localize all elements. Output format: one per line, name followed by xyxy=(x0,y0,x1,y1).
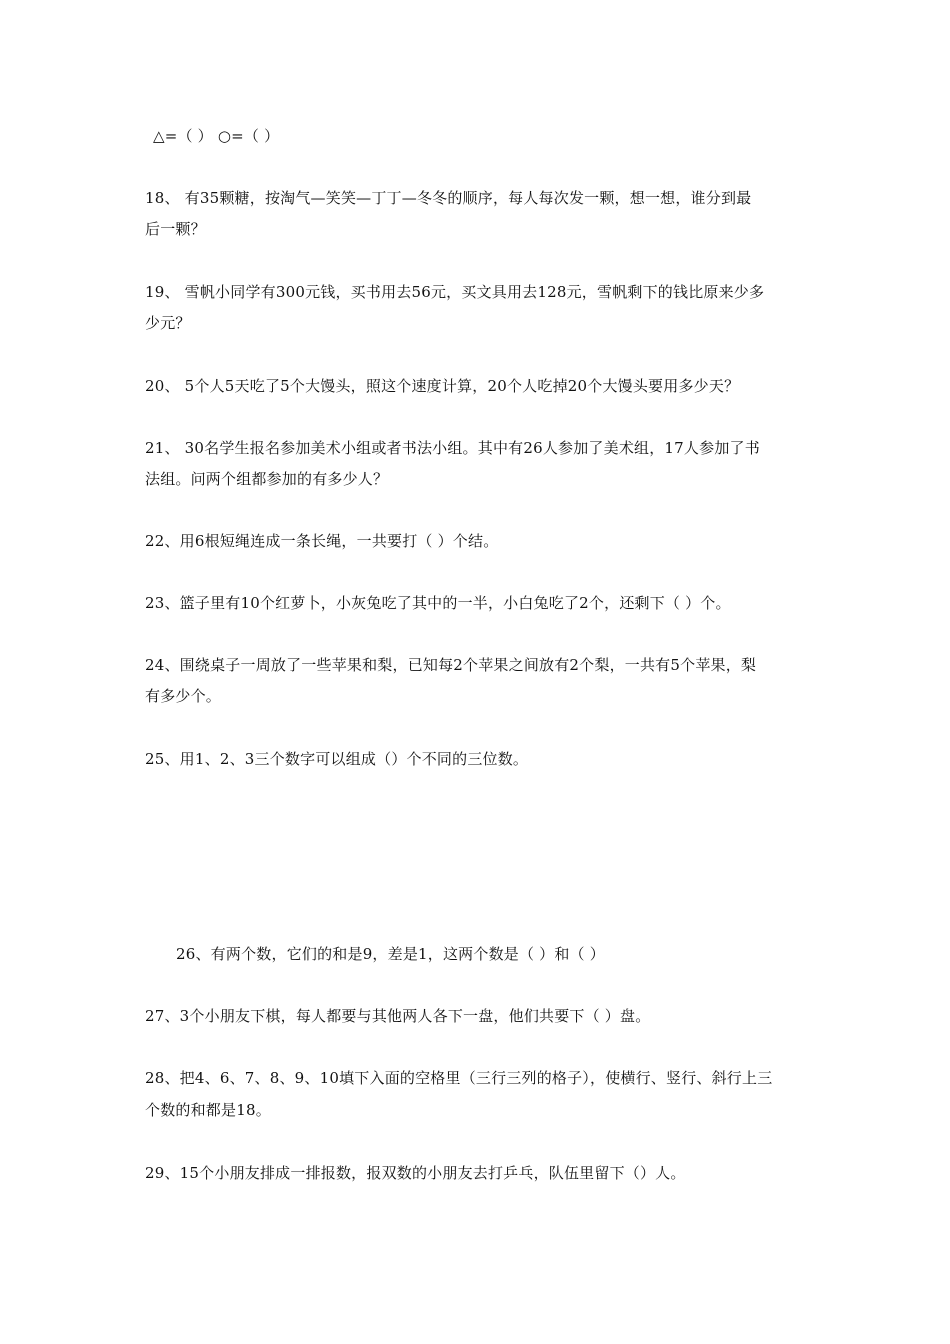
question-21-line-2: 法组。问两个组都参加的有多少人？ xyxy=(145,470,389,488)
question-24-line-2: 有多少个。 xyxy=(145,687,222,705)
question-28-line-1: 28、把4、6、7、8、9、10填下入面的空格里（三行三列的格子），使横行、竖行、斜行上三 xyxy=(145,1069,773,1087)
question-18-line-2: 后一颗？ xyxy=(145,220,206,238)
question-19-line-1: 19、 雪帆小同学有300元钱，买书用去56元，买文具用去128元，雪帆剩下的钱比原来少多 xyxy=(145,283,765,301)
question-26-line-1: 26、有两个数，它们的和是9，差是1，这两个数是（ ）和（ ） xyxy=(176,945,605,963)
question-19-line-2: 少元？ xyxy=(145,314,191,332)
question-24-line-1: 24、围绕桌子一周放了一些苹果和梨，已知每2个苹果之间放有2个梨，一共有5个苹果，梨 xyxy=(145,656,757,674)
question-29-line-1: 29、15个小朋友排成一排报数，报双数的小朋友去打乒乓，队伍里留下（）人。 xyxy=(145,1164,686,1182)
question-21-line-1: 21、 30名学生报名参加美术小组或者书法小组。其中有26人参加了美术组，17人参加了书 xyxy=(145,439,760,457)
question-18-line-1: 18、 有35颗糖，按淘气—笑笑—丁丁—冬冬的顺序，每人每次发一颗，想一想，谁分到最 xyxy=(145,189,752,207)
question-20-line-1: 20、 5个人5天吃了5个大馒头，照这个速度计算，20个人吃掉20个大馒头要用多少天？ xyxy=(145,377,740,395)
question-23-line-1: 23、篮子里有10个红萝卜，小灰兔吃了其中的一半，小白兔吃了2个，还剩下（ ）个。 xyxy=(145,594,731,612)
question-25-line-1: 25、用1、2、3三个数字可以组成（）个不同的三位数。 xyxy=(145,750,529,768)
question-22-line-1: 22、用6根短绳连成一条长绳，一共要打（ ）个结。 xyxy=(145,532,499,550)
question-27-line-1: 27、3个小朋友下棋，每人都要与其他两人各下一盘，他们共要下（ ）盘。 xyxy=(145,1007,651,1025)
question-28-line-2: 个数的和都是18。 xyxy=(145,1101,271,1119)
shapes-answer-line: △=（ ） ○=（ ） xyxy=(153,127,280,145)
